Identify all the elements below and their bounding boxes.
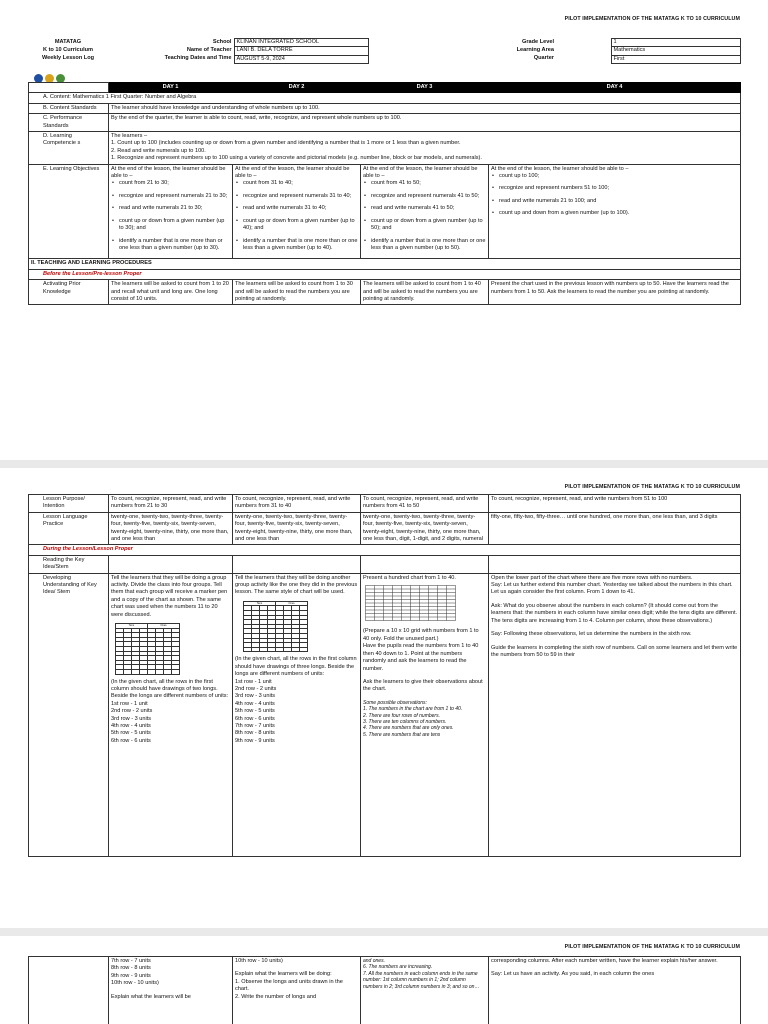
lesson-purpose-day-3: To count, recognize, represent, read, and write numbers from 41 to 50: [361, 495, 489, 513]
continued-day-3: [361, 957, 489, 1024]
du2-explain: Explain what the learners will be doing:: [235, 971, 332, 978]
objective-item: • recognize and represent numerals 21 to 30;: [119, 193, 230, 200]
continued-day-2: [233, 957, 361, 1024]
page-header: PILOT IMPLEMENTATION OF THE MATATAG K TO 10 CURRICULUM: [564, 484, 740, 490]
observation-item: 1. The numbers in the chart are from 1 to 40.: [363, 706, 463, 713]
tens-label: Tens: [244, 601, 276, 606]
objective-item: • count up or down from a given number (up to 50); and: [371, 218, 486, 233]
day-3-header: DAY 3: [361, 83, 489, 93]
objective-item: • count up or down from a given number (up to 40); and: [243, 218, 358, 233]
du2-row: 6th row - 6 units: [235, 715, 275, 722]
du2-row: 1st row - 1 unit: [235, 678, 272, 685]
observation-item: 7. All the numbers in each column ends in the same number: 1st column numbers in 1; 2nd column numbers in 2; 3rd column numbers in 3; and so on…: [363, 970, 480, 990]
objectives-day-2: [233, 164, 361, 259]
activating-day-3: The learners will be asked to count from 1 to 40 and will be asked to read the numbers you are pointing at randomly.: [361, 280, 489, 305]
grade-label: Grade Level: [521, 38, 554, 45]
content-standards-label: B. Content Standards: [29, 103, 109, 113]
objective-item: • count up or down from a given number (up to 30); and: [119, 218, 230, 233]
lesson-table-2: [28, 494, 741, 857]
objectives-intro: At the end of the lesson, the learner should be able to –: [363, 165, 478, 180]
page-header: PILOT IMPLEMENTATION OF THE MATATAG K TO 10 CURRICULUM: [564, 16, 740, 22]
language-practice-day-3: twenty-one, twenty-two, twenty-three, twenty-four, twenty-five, twenty-six, twenty-seven, twenty-eight, twenty-nine, thirty, one more than, one less than, digit, 1-digit, and 2 digits, numeral: [361, 512, 489, 545]
du1-row: 2nd row - 2 units: [111, 708, 153, 715]
title-lesson-log: Weekly Lesson Log: [41, 55, 95, 62]
observation-item: 5. There are numbers that are tens: [363, 731, 441, 738]
objective-item: • identify a number that is one more than or one less than a given number (up to 40).: [243, 238, 358, 253]
objectives-day-1: [109, 164, 233, 259]
quarter-label: Quarter: [533, 55, 554, 62]
objective-item: • read and write numerals 41 to 50;: [371, 205, 486, 212]
du1-row: 3rd row - 3 units: [111, 715, 152, 722]
quarter-value: First: [611, 55, 740, 63]
competencies-label: D. Learning Competencie s: [29, 132, 109, 165]
objective-item: • identify a number that is one more than or one less than a given number (up to 50).: [371, 238, 486, 253]
dates-label: Teaching Dates and Time: [164, 55, 232, 62]
objective-item: • recognize and represent numerals 41 to 50;: [371, 193, 486, 200]
ones-label: Ones: [276, 601, 308, 606]
activating-prior-knowledge-label: Activating Prior Knowledge: [29, 280, 109, 305]
du2-row: 4th row - 4 units: [235, 700, 275, 707]
observations-title: Some possible observations:: [363, 699, 427, 706]
du2-row: 9th row - 9 units: [235, 737, 275, 744]
day-header-row: [29, 83, 741, 93]
du2-intro: Tell the learners that they will be doing another group activity like the one they did in the previous lesson. The same style of chart will be used.: [235, 574, 358, 596]
dates-value: AUGUST 5-9, 2024: [234, 55, 368, 63]
competency-2: 2. Read and write numerals up to 100.: [111, 147, 206, 154]
page-divider: [0, 460, 768, 468]
lesson-table-3: [28, 956, 741, 1024]
continued-day-4: [489, 957, 741, 1024]
du1-intro: Tell the learners that they will be doing a group activity. Divide the class into four groups. Tell them that each group will receive a marker pen and a copy of the chart as shown. The same chart was used when the numbers 11 to 20 were discussed.: [111, 574, 228, 618]
developing-day-4: [489, 573, 741, 856]
du2-row: 3rd row - 3 units: [235, 693, 276, 700]
hundred-chart-grid: [365, 585, 486, 624]
content-row: A. Content: Mathematics 1 First Quarter: Number and Algebra: [29, 93, 741, 103]
area-value: Mathematics: [611, 47, 740, 55]
objective-item: • recognize and represent numbers 51 to 100;: [499, 185, 738, 192]
activating-day-4: Present the chart used in the previous lesson with numbers up to 50. Have the learners read the numbers from 1 to 50. Ask the learners to read the number you are pointing at randomly.: [489, 280, 741, 305]
du1-chart-note: (In the given chart, all the rows in the first column should have drawings of two longs. Beside the longs are different numbers of units:: [111, 678, 229, 700]
language-practice-day-1: twenty-one, twenty-two, twenty-three, twenty-four, twenty-five, twenty-six, twenty-seven, twenty-eight, twenty-nine, thirty, one more than, and one less than: [109, 512, 233, 545]
content-standards-text: The learner should have knowledge and understanding of whole numbers up to 100.: [109, 103, 741, 113]
day-1-header: DAY 1: [109, 83, 233, 93]
objective-item: • read and write numerals 31 to 40;: [243, 205, 358, 212]
page-3: [0, 936, 768, 1024]
lesson-purpose-day-1: To count, recognize, represent, read, and write numbers from 21 to 30: [109, 495, 233, 513]
du4-guide: Guide the learners in completing the sixth row of numbers. Call on some learners and let them write the numbers from 50 to 59 in their: [491, 644, 738, 658]
tens-label: Tens: [116, 624, 148, 629]
objectives-intro: At the end of the lesson, the learner should be able to –: [111, 165, 226, 180]
tens-ones-chart-2: [243, 601, 308, 653]
page-1: [0, 0, 768, 456]
competencies-text: [109, 132, 741, 165]
area-label: Learning Area: [516, 46, 554, 53]
observation-item: 3. There are ten columns of numbers.: [363, 718, 447, 725]
lesson-purpose-day-4: To count, recognize, represent, read, and write numbers from 51 to 100: [489, 495, 741, 513]
du4-say: Say: Following these observations, let us determine the numbers in the sixth row.: [491, 631, 692, 638]
du1-row: 10th row - 10 units): [111, 980, 159, 987]
performance-standards-text: By the end of the quarter, the learner is able to count, read, write, recognize, and represent whole numbers up to 100.: [109, 114, 741, 132]
du1-row: 7th row - 7 units: [111, 958, 151, 964]
du4-open-chart: Open the lower part of the chart where there are five more rows with no numbers.: [491, 574, 693, 581]
objectives-day-3: [361, 164, 489, 259]
title-curriculum: K to 10 Curriculum: [42, 46, 94, 53]
reading-key-idea-label: Reading the Key Idea/Stem: [29, 555, 109, 573]
objective-item: • count from 31 to 40;: [243, 180, 358, 187]
objectives-intro: At the end of the lesson, the learner should be able to –: [235, 165, 350, 180]
du3-intro: Present a hundred chart from 1 to 40.: [363, 574, 456, 581]
observation-item: 6. The numbers are increasing.: [363, 964, 433, 971]
hundred-chart-icon: [365, 585, 457, 621]
du2-chart-note: (In the given chart, all the rows in the first column should have drawings of three longs. Beside the longs are different numbers of units:: [235, 656, 357, 678]
objectives-day-4: [489, 164, 741, 259]
grade-value: 1: [611, 39, 740, 47]
objective-item: • count from 21 to 30;: [119, 180, 230, 187]
title-matatag: MATATAG: [54, 38, 82, 45]
lesson-table: [28, 82, 741, 305]
school-label: School: [212, 38, 232, 45]
page-2: [0, 468, 768, 924]
du2-row: 7th row - 7 units: [235, 723, 275, 730]
du1-row: 6th row - 6 units: [111, 737, 151, 744]
du3-prepare-note: (Prepare a 10 x 10 grid with numbers from 1 to 40 only. Fold the unused part.): [363, 628, 479, 642]
during-lesson-heading: During the Lesson/Lesson Proper: [29, 545, 741, 555]
du2-row: 10th row - 10 units): [235, 958, 283, 964]
teacher-label: Name of Teacher: [186, 46, 232, 53]
info-table: [28, 38, 741, 64]
lesson-purpose-day-2: To count, recognize, represent, read, and write numbers from 31 to 40: [233, 495, 361, 513]
objectives-intro: At the end of the lesson, the learner should be able to –: [491, 165, 629, 172]
competencies-intro: The learners –: [111, 133, 148, 140]
objective-item: • count up to 100;: [499, 173, 738, 180]
page-header: PILOT IMPLEMENTATION OF THE MATATAG K TO 10 CURRICULUM: [564, 944, 740, 950]
du4-extend: Say: Let us further extend this number chart. Yesterday we talked about the numbers in this chart. Let us again consider the first column. From 1 down to 41.: [491, 582, 733, 596]
du2-step: 2. Write the number of longs and: [235, 993, 317, 1000]
competency-3: 1. Recognize and represent numbers up to 100 using a variety of concrete and pictorial models (e.g. number line, block or bar models, and numerals).: [111, 155, 482, 162]
ones-label: Ones: [148, 624, 180, 629]
du4-continued: corresponding columns. After each number written, have the learner explain his/her answer.: [491, 958, 718, 964]
du2-row: 8th row - 8 units: [235, 730, 275, 737]
du4-activity: Say: Let us have an activity. As you said, in each column the ones: [491, 971, 655, 978]
day-4-header: DAY 4: [489, 83, 741, 93]
du1-row: 4th row - 4 units: [111, 723, 151, 730]
activating-day-2: The learners will be asked to count from 1 to 30 and will be asked to read the numbers you are pointing at randomly.: [233, 280, 361, 305]
continued-day-1: [109, 957, 233, 1024]
competency-1: 1. Count up to 100 (includes counting up or down from a given number and identifying a number that is 1 more or 1 less than a given number.: [111, 140, 461, 147]
objective-item: • read and write numerals 21 to 30;: [119, 205, 230, 212]
developing-day-1: [109, 573, 233, 856]
du3-read-instructions: Have the pupils read the numbers from 1 to 40 then 40 down to 1. Point at the numbers randomly and ask the learners to read the number.: [363, 643, 479, 672]
school-value: KLINAN INTEGRATED SCHOOL: [234, 39, 368, 47]
du2-row: 2nd row - 2 units: [235, 686, 277, 693]
developing-day-3: [361, 573, 489, 856]
objective-item: • read and write numerals 21 to 100; and: [499, 198, 738, 205]
du1-row: 9th row - 9 units: [111, 972, 151, 979]
objective-item: • identify a number that is one more than or one less than a given number (up to 30).: [119, 238, 230, 253]
objective-item: • count up and down from a given number (up to 100).: [499, 210, 738, 217]
du1-row: 1st row - 1 unit: [111, 700, 148, 707]
tens-ones-chart-1: [115, 623, 180, 675]
du2-row: 5th row - 5 units: [235, 708, 275, 715]
teacher-value: LANI B. DELA TORRE: [234, 47, 368, 55]
observation-item: and ones.: [363, 958, 385, 964]
du1-explain: Explain what the learners will be: [111, 993, 191, 1000]
objectives-label: E. Learning Objectives: [29, 164, 109, 259]
procedures-heading: II. TEACHING AND LEARNING PROCEDURES: [29, 259, 741, 269]
language-practice-label: Lesson Language Practice: [29, 512, 109, 545]
activating-day-1: The learners will be asked to count from 1 to 20 and recall what unit and long are. One long consist of 10 units.: [109, 280, 233, 305]
language-practice-day-2: twenty-one, twenty-two, twenty-three, twenty-four, twenty-five, twenty-six, twenty-seven, twenty-eight, twenty-nine, thirty, one more than, and one less than: [233, 512, 361, 545]
du1-row: 8th row - 8 units: [111, 965, 151, 972]
performance-standards-label: C. Performance Standards: [29, 114, 109, 132]
du2-step: 1. Observe the longs and units drawn in the chart.: [235, 978, 343, 993]
language-practice-day-4: fifty-one, fifty-two, fifty-three… until one hundred, one more than, one less than, and 3 digits: [489, 512, 741, 545]
objective-item: • count from 41 to 50;: [371, 180, 486, 187]
developing-understanding-label: Developing Understanding of Key Idea/ Stem: [29, 573, 109, 856]
developing-day-2: [233, 573, 361, 856]
observation-item: 4. There are numbers that are only ones.: [363, 725, 454, 732]
page-divider: [0, 928, 768, 936]
du4-ask: Ask: What do you observe about the numbers in each column? (It should come out from the learners that: the numbers in each column have similar ones digit; while the tens digits are different. The tens digits are increasing from 1 to 4. Column per column, show these observations.): [491, 602, 738, 624]
lesson-purpose-label: Lesson Purpose/ Intention: [29, 495, 109, 513]
before-lesson-heading: Before the Lesson/Pre-lesson Proper: [29, 269, 741, 279]
du3-observation-prompt: Ask the learners to give their observations about the chart.: [363, 678, 483, 693]
observation-item: 2. There are four rows of numbers.: [363, 712, 440, 719]
du1-row: 5th row - 5 units: [111, 730, 151, 737]
day-2-header: DAY 2: [233, 83, 361, 93]
objective-item: • recognize and represent numerals 31 to 40;: [243, 193, 358, 200]
